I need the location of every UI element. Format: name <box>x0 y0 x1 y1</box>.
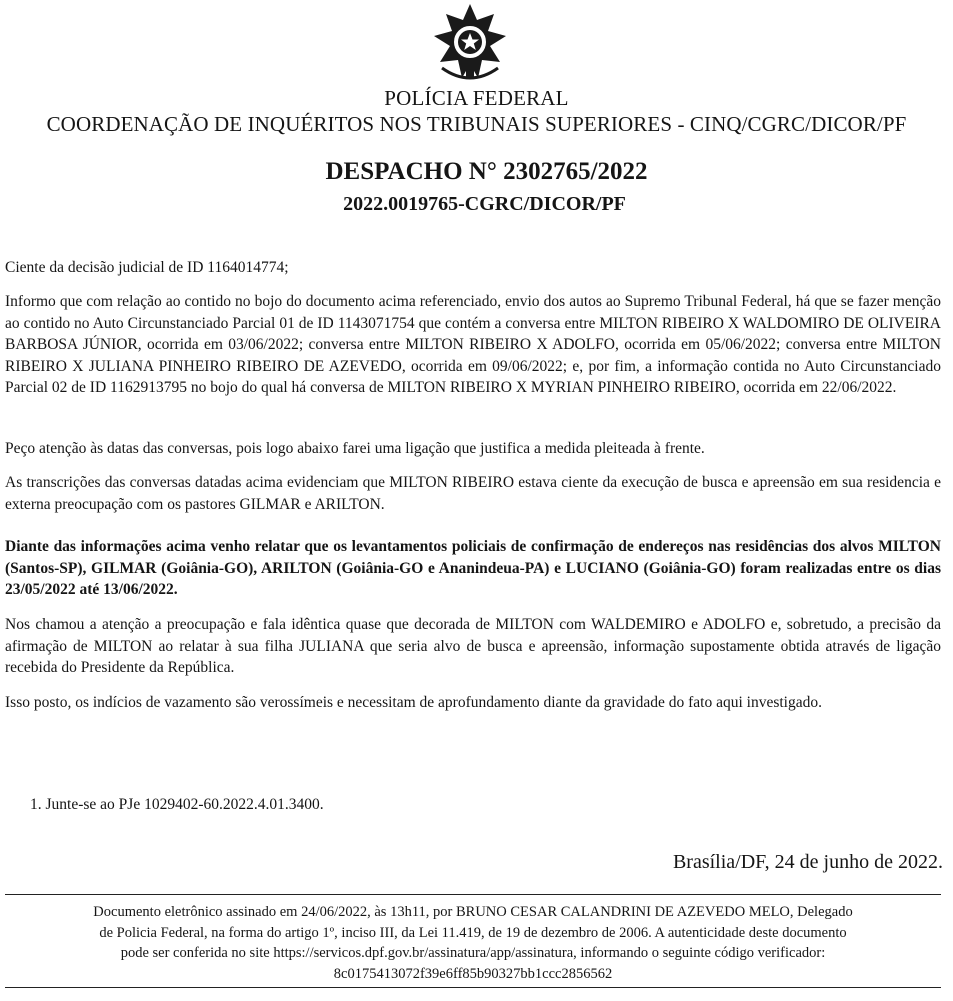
paragraph: As transcrições das conversas datadas acima evidenciam que MILTON RIBEIRO estava ciente da execução de busca e apreensão em sua residencia e externa preocupação com os pastores GILMAR e ARILTON. <box>5 474 941 513</box>
document-title: DESPACHO N° 2302765/2022 <box>325 158 648 185</box>
org-unit: COORDENAÇÃO DE INQUÉRITOS NOS TRIBUNAIS SUPERIORES - CINQ/CGRC/DICOR/PF <box>46 112 907 136</box>
verifier-code: 8c0175413072f39e6ff85b90327bb1ccc2856562 <box>333 965 613 982</box>
divider <box>5 987 941 988</box>
paragraph: Nos chamou a atenção a preocupação e fala idêntica quase que decorada de MILTON com WALDEMIRO e ADOLFO e, sobretudo, a precisão da afirmação de MILTON ao relatar à sua filha JULIANA que seria alvo de busca e apreensão, informação supostamente obtida através de ligação recebida do Presidente da República. <box>5 616 941 676</box>
org-name: POLÍCIA FEDERAL <box>384 86 569 110</box>
numbered-item: 1. Junte-se ao PJe 1029402-60.2022.4.01.3400. <box>30 796 324 813</box>
paragraph: Ciente da decisão judicial de ID 1164014774; <box>5 259 289 276</box>
paragraph: Peço atenção às datas das conversas, pois logo abaixo farei uma ligação que justifica a medida pleiteada à frente. <box>5 440 705 457</box>
paragraph-bold: Diante das informações acima venho relatar que os levantamentos policiais de confirmação de endereços nas residências dos alvos MILTON (Santos-SP), GILMAR (Goiânia-GO), ARILTON (Goiânia-GO e Ananindeua-PA) e LUCIANO (Goiânia-GO) foram realizadas entre os dias 23/05/2022 até 13/06/2022. <box>5 538 941 598</box>
document-reference: 2022.0019765-CGRC/DICOR/PF <box>343 193 626 215</box>
signature-footer <box>5 902 941 984</box>
coat-of-arms-icon <box>428 2 512 86</box>
footer-line: Documento eletrônico assinado em 24/06/2022, às 13h11, por BRUNO CESAR CALANDRINI DE AZEVEDO MELO, Delegado <box>93 904 853 920</box>
divider <box>5 894 941 895</box>
footer-line: pode ser conferida no site https://servicos.dpf.gov.br/assinatura/app/assinatura, informando o seguinte código verificador: <box>120 945 826 961</box>
footer-line: de Policia Federal, na forma do artigo 1º, inciso III, da Lei 11.419, de 19 de dezembro de 2006. A autenticidade deste documento <box>99 924 847 941</box>
paragraph: Isso posto, os indícios de vazamento são verossímeis e necessitam de aprofundamento diante da gravidade do fato aqui investigado. <box>5 694 822 711</box>
paragraph: Informo que com relação ao contido no bojo do documento acima referenciado, envio dos autos ao Supremo Tribunal Federal, há que se fazer menção ao contido no Auto Circunstanciado Parcial 01 de ID 1143071754 que contém a conversa entre MILTON RIBEIRO X WALDOMIRO DE OLIVEIRA BARBOSA JÚNIOR, ocorrida em 03/06/2022; conversa entre MILTON RIBEIRO X ADOLFO, ocorrida em 05/06/2022; conversa entre MILTON RIBEIRO X JULIANA PINHEIRO RIBEIRO DE AZEVEDO, ocorrida em 09/06/2022; e, por fim, a informação contida no Auto Circunstanciado Parcial 02 de ID 1162913795 no bojo do qual há conversa de MILTON RIBEIRO X MYRIAN PINHEIRO RIBEIRO, ocorrida em 22/06/2022. <box>5 293 941 396</box>
place-date: Brasília/DF, 24 de junho de 2022. <box>672 851 943 873</box>
